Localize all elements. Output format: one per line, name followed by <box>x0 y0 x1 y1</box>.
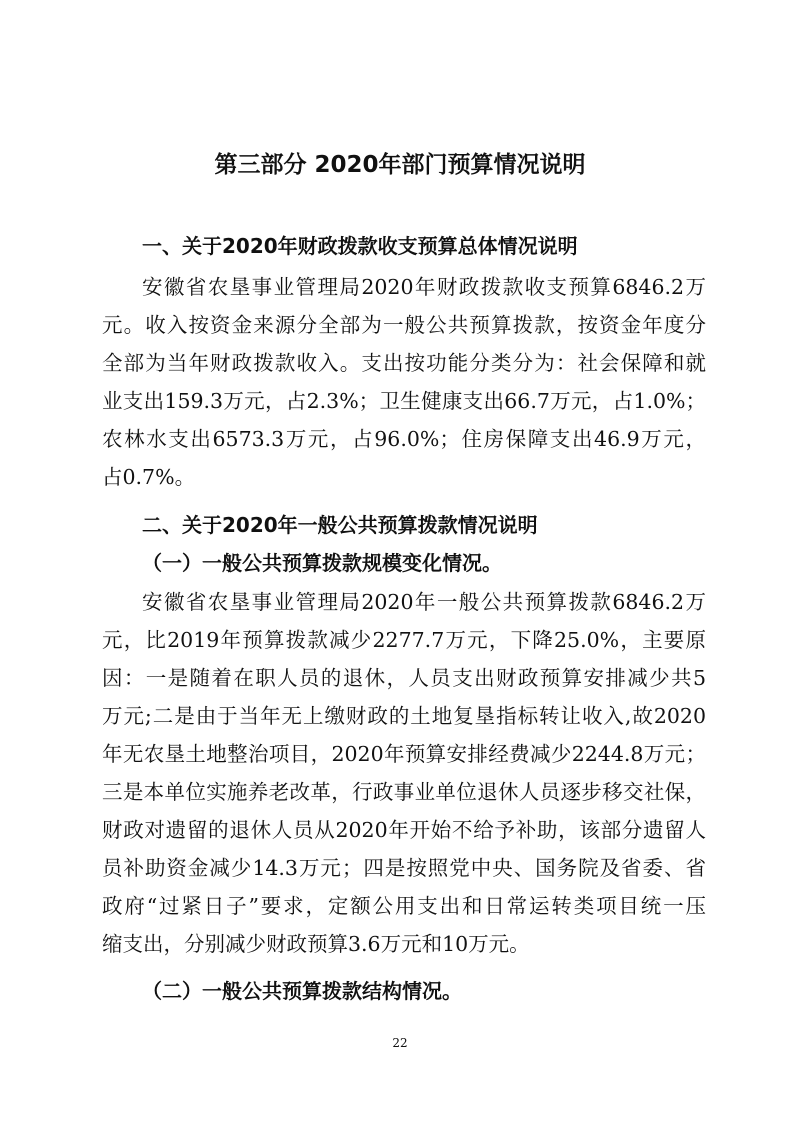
paragraph-line: 安徽省农垦事业管理局2020年财政拨款收支预算6846.2万 <box>142 275 706 299</box>
paragraph-line: 农林水支出6573.3万元，占96.0%；住房保障支出46.9万元， <box>102 427 706 451</box>
paragraph-line: 政府“过紧日子”要求，定额公用支出和日常运转类项目统一压 <box>102 894 706 918</box>
paragraph-line: 员补助资金减少14.3万元；四是按照党中央、国务院及省委、省 <box>102 856 706 880</box>
paragraph-line: 全部为当年财政拨款收入。支出按功能分类分为：社会保障和就 <box>102 351 706 375</box>
page-number: 22 <box>392 1036 408 1050</box>
subsection-heading: （二）一般公共预算拨款结构情况。 <box>142 979 462 1003</box>
paragraph-line: 万元;二是由于当年无上缴财政的土地复垦指标转让收入,故2020 <box>102 704 706 728</box>
page-title: 第三部分 2020年部门预算情况说明 <box>214 152 586 178</box>
section-heading: 一、关于2020年财政拨款收支预算总体情况说明 <box>142 234 578 258</box>
subsection-heading: （一）一般公共预算拨款规模变化情况。 <box>142 551 502 575</box>
paragraph-line: 三是本单位实施养老改革，行政事业单位退休人员逐步移交社保， <box>102 780 706 804</box>
paragraph-line: 占0.7%。 <box>102 465 196 489</box>
paragraph-line: 因：一是随着在职人员的退休，人员支出财政预算安排减少共5 <box>102 666 706 690</box>
paragraph-line: 元。收入按资金来源分全部为一般公共预算拨款，按资金年度分 <box>102 313 706 337</box>
paragraph-line: 业支出159.3万元，占2.3%；卫生健康支出66.7万元，占1.0%； <box>102 389 706 413</box>
section-heading: 二、关于2020年一般公共预算拨款情况说明 <box>142 513 538 537</box>
paragraph-line: 年无农垦土地整治项目，2020年预算安排经费减少2244.8万元； <box>102 742 706 766</box>
paragraph-line: 元，比2019年预算拨款减少2277.7万元，下降25.0%，主要原 <box>102 628 706 652</box>
paragraph-line: 安徽省农垦事业管理局2020年一般公共预算拨款6846.2万 <box>142 590 706 614</box>
paragraph-line: 缩支出，分别减少财政预算3.6万元和10万元。 <box>102 932 530 956</box>
paragraph-line: 财政对遗留的退休人员从2020年开始不给予补助，该部分遗留人 <box>102 818 706 842</box>
